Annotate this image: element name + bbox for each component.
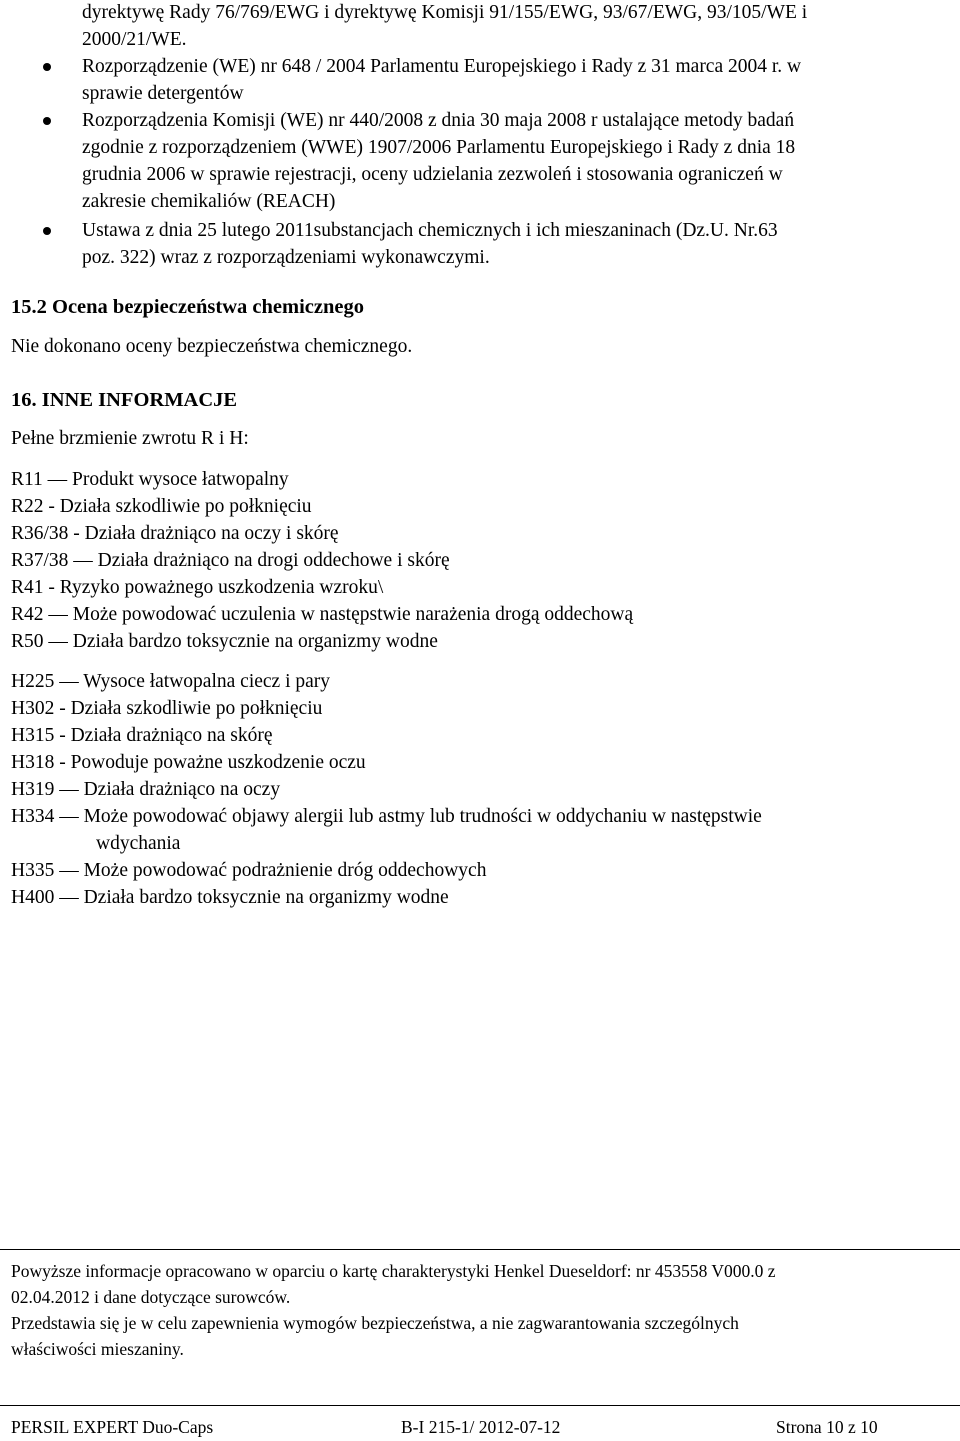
list-item-line: sprawie detergentów bbox=[82, 83, 244, 104]
r-phrase: R37/38 — Działa drażniąco na drogi oddechowe i skórę bbox=[11, 550, 450, 571]
list-item-line: zgodnie z rozporządzeniem (WWE) 1907/2006 Parlamentu Europejskiego i Rady z dnia 18 bbox=[82, 137, 796, 158]
bullet-icon bbox=[43, 227, 51, 235]
h-phrase: H315 - Działa drażniąco na skórę bbox=[11, 725, 273, 746]
list-item-line: grudnia 2006 w sprawie rejestracji, oceny udzielania zezwoleń i stosowania ograniczeń w bbox=[82, 164, 783, 185]
r-phrase: R36/38 - Działa drażniąco na oczy i skórę bbox=[11, 523, 339, 544]
footer-document-code: B-I 215-1/ 2012-07-12 bbox=[401, 1417, 561, 1437]
r-phrase: R42 — Może powodować uczulenia w następstwie narażenia drogą oddechową bbox=[11, 604, 634, 625]
footer-divider bbox=[0, 1405, 960, 1406]
footnote-line: Przedstawia się je w celu zapewnienia wymogów bezpieczeństwa, a nie zagwarantowania szczególnych bbox=[11, 1313, 739, 1333]
h-phrase: H335 — Może powodować podrażnienie dróg oddechowych bbox=[11, 860, 487, 881]
list-item-line: poz. 322) wraz z rozporządzeniami wykonawczymi. bbox=[82, 247, 490, 268]
list-item-line: Rozporządzenie (WE) nr 648 / 2004 Parlamentu Europejskiego i Rady z 31 marca 2004 r. w bbox=[82, 56, 802, 77]
h-phrase-continuation: wdychania bbox=[96, 833, 181, 854]
h-phrase: H318 - Powoduje poważne uszkodzenie oczu bbox=[11, 752, 366, 773]
footnote-line: 02.04.2012 i dane dotyczące surowców. bbox=[11, 1287, 291, 1307]
footer-product: PERSIL EXPERT Duo-Caps bbox=[11, 1417, 214, 1437]
list-item-line: 2000/21/WE. bbox=[82, 29, 187, 50]
list-item-line: Ustawa z dnia 25 lutego 2011substancjach chemicznych i ich mieszaninach (Dz.U. Nr.63 bbox=[82, 220, 778, 241]
r-phrase: R11 — Produkt wysoce łatwopalny bbox=[11, 469, 289, 490]
r-phrase: R22 - Działa szkodliwie po połknięciu bbox=[11, 496, 312, 517]
h-phrase: H400 — Działa bardzo toksycznie na organizmy wodne bbox=[11, 887, 449, 908]
footnote-divider bbox=[0, 1249, 960, 1250]
section-16-heading: 16. INNE INFORMACJE bbox=[11, 389, 238, 411]
h-phrase: H334 — Może powodować objawy alergii lub astmy lub trudności w oddychaniu w następstwie bbox=[11, 806, 762, 827]
r-phrase: R50 — Działa bardzo toksycznie na organizmy wodne bbox=[11, 631, 438, 652]
h-phrase: H225 — Wysoce łatwopalna ciecz i pary bbox=[11, 671, 331, 692]
r-phrase: R41 - Ryzyko poważnego uszkodzenia wzroku\ bbox=[11, 577, 384, 598]
h-phrase: H319 — Działa drażniąco na oczy bbox=[11, 779, 281, 800]
footnote-line: Powyższe informacje opracowano w oparciu o kartę charakterystyki Henkel Dueseldorf: nr 453558 V000.0 z bbox=[11, 1261, 776, 1281]
bullet-icon bbox=[43, 63, 51, 71]
bullet-icon bbox=[43, 117, 51, 125]
section-15-2-text: Nie dokonano oceny bezpieczeństwa chemicznego. bbox=[11, 336, 413, 357]
section-15-2-heading: 15.2 Ocena bezpieczeństwa chemicznego bbox=[11, 296, 364, 318]
h-phrase: H302 - Działa szkodliwie po połknięciu bbox=[11, 698, 323, 719]
phrases-intro: Pełne brzmienie zwrotu R i H: bbox=[11, 428, 249, 449]
footer-page-number: Strona 10 z 10 bbox=[776, 1417, 878, 1437]
list-item-line: zakresie chemikaliów (REACH) bbox=[82, 191, 336, 212]
list-item-line: dyrektywę Rady 76/769/EWG i dyrektywę Komisji 91/155/EWG, 93/67/EWG, 93/105/WE i bbox=[82, 2, 808, 23]
list-item-line: Rozporządzenia Komisji (WE) nr 440/2008 z dnia 30 maja 2008 r ustalające metody badań bbox=[82, 110, 795, 131]
footnote-line: właściwości mieszaniny. bbox=[11, 1339, 184, 1359]
